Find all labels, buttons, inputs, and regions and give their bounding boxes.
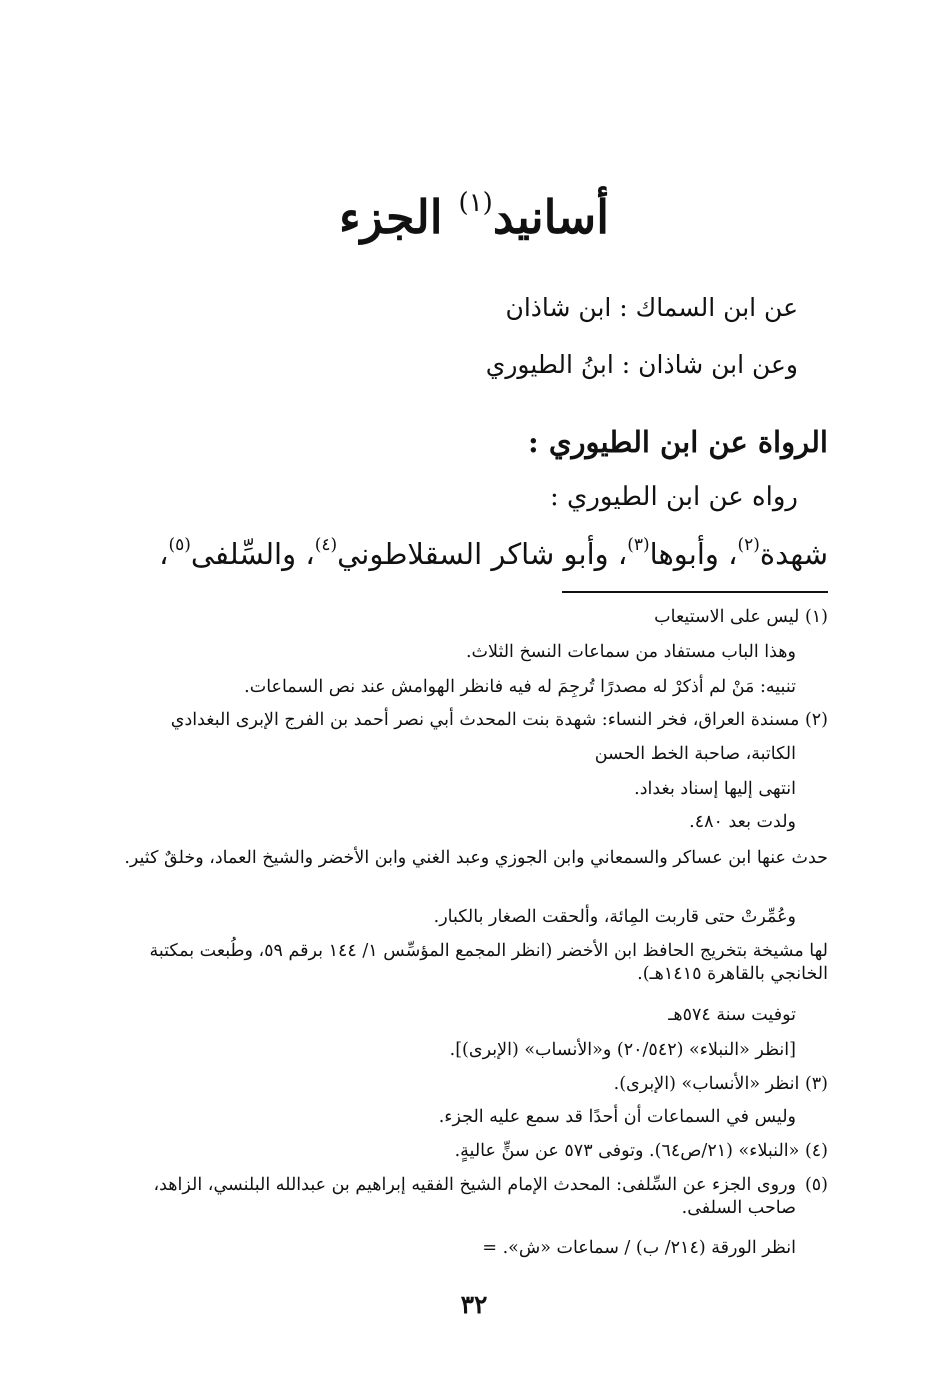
footnote-2-text: مسندة العراق، فخر النساء: شهدة بنت المحدث أبي نصر أحمد بن الفرج الإبرى البغدادي (170, 710, 800, 730)
footnote-5-number: (٥) (804, 1175, 828, 1195)
footnote-2-line-3: انتهى إليها إسناد بغداد. (634, 779, 796, 799)
footnote-4-text: «النبلاء» (٢١/ص٦٤). وتوفى ٥٧٣ عن سنٍّ عاليةٍ. (454, 1141, 800, 1161)
chain-line-1: عن ابن السماك : ابن شاذان (505, 293, 798, 322)
narrators-list (159, 535, 828, 571)
title-word-juz: الجزء (339, 190, 443, 244)
narrators-intro: رواه عن ابن الطيوري : (550, 482, 798, 512)
footnote-marker-4: (٤) (314, 535, 338, 555)
footnote-1-line-3: تنبيه: مَنْ لم أذكرْ له مصدرًا تُرجِمَ له فيه فانظر الهوامش عند نص السماعات. (244, 677, 796, 697)
footnote-2-line-2: الكاتبة، صاحبة الخط الحسن (594, 744, 796, 764)
narrator-shuhda: شهدة (759, 537, 828, 571)
footnote-5-line-1: وروى الجزء عن السِّلفى: المحدث الإمام الشيخ الفقيه إبراهيم بن عبدالله البلنسي، الزاهد، صاحب السلفى. (153, 1175, 796, 1218)
separator: ، (159, 537, 169, 571)
separator: ، (296, 537, 315, 571)
footnote-3-line-2: وليس في السماعات أن أحدًا قد سمع عليه الجزء. (438, 1107, 796, 1127)
page-number: ٣٢ (460, 1290, 488, 1319)
footnote-1-line-1 (654, 606, 828, 629)
separator: ، (718, 537, 738, 571)
footnote-1-line-2: وهذا الباب مستفاد من سماعات النسخ الثلاث. (465, 642, 796, 662)
footnote-3-number: (٣) (804, 1074, 828, 1094)
footnote-3-text: انظر «الأنساب» (الإبرى). (613, 1074, 800, 1094)
footnote-marker-3: (٣) (627, 535, 650, 555)
narrator-her-father: وأبوها (649, 537, 719, 571)
narrator-silafi: والسِّلفى (190, 537, 297, 571)
footnote-4-number: (٤) (804, 1141, 828, 1161)
title-word-asanid: أسانيد (492, 190, 609, 244)
footnote-marker-2: (٢) (737, 535, 760, 555)
footnote-2-number: (٢) (804, 710, 828, 730)
narrators-heading: الرواة عن ابن الطيوري : (528, 425, 828, 459)
footnote-2-line-9: [انظر «النبلاء» (٢٠/٥٤٢) و«الأنساب» (الإبرى)]. (449, 1040, 796, 1060)
footnote-3-line-1 (614, 1073, 828, 1096)
footnote-1-text: ليس على الاستيعاب (654, 607, 800, 627)
page-title (0, 188, 948, 244)
footnote-2-line-6: وعُمِّرتْ حتى قاربت المِائة، وألحقت الصغار بالكبار. (433, 907, 796, 927)
footnote-5-number-row (805, 1174, 828, 1197)
footnote-separator-rule (562, 591, 828, 593)
narrator-saqlatuni: وأبو شاكر السقلاطوني (337, 537, 609, 571)
footnote-4-line-1 (455, 1140, 828, 1163)
footnote-2-line-8: توفيت سنة ٥٧٤هـ (668, 1005, 796, 1025)
footnote-2-line-5: حدث عنها ابن عساكر والسمعاني وابن الجوزي وعبد الغني وابن الأخضر والشيخ العماد، وخلقٌ كثير. (124, 848, 828, 868)
chain-line-2: وعن ابن شاذان : ابنُ الطيوري (485, 350, 798, 379)
footnote-2-line-7: لها مشيخة بتخريج الحافظ ابن الأخضر (انظر المجمع المؤسِّس ١/ ١٤٤ برقم ٥٩، وطُبعت بمكتبة الخانجي بالقاهرة ١٤١٥هـ). (149, 941, 828, 984)
title-footnote-marker: (١) (458, 188, 493, 218)
separator: ، (608, 537, 628, 571)
footnote-marker-5: (٥) (168, 535, 191, 555)
footnote-2-line-4: ولدت بعد ٤٨٠. (689, 812, 796, 832)
footnote-2-line-1 (171, 709, 828, 732)
footnote-5-line-2: انظر الورقة (٢١٤/ ب) / سماعات «ش». = (482, 1238, 796, 1258)
footnote-1-number: (١) (804, 607, 828, 627)
